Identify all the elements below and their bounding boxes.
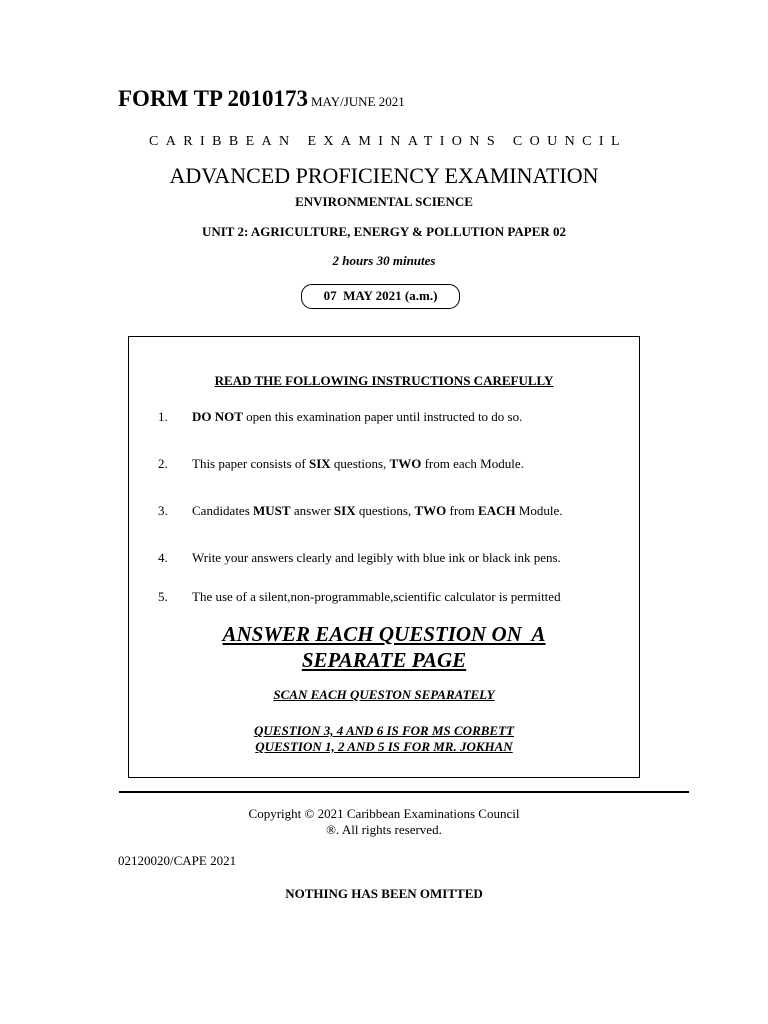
copyright-line: ®. All rights reserved. bbox=[326, 822, 442, 837]
instruction-text: Write your answers clearly and legibly with blue ink or black ink pens. bbox=[192, 550, 561, 565]
nothing-omitted-note: NOTHING HAS BEEN OMITTED bbox=[285, 886, 483, 901]
instruction-fragment: This paper consists of bbox=[192, 456, 309, 471]
instruction-fragment: from bbox=[446, 503, 479, 518]
instruction-number: 1. bbox=[158, 409, 168, 424]
instructions-box bbox=[128, 336, 640, 778]
instruction-emphasis: SIX bbox=[333, 503, 356, 518]
unit-title: UNIT 2: AGRICULTURE, ENERGY & POLLUTION PAPER 02 bbox=[201, 224, 567, 239]
copyright-notice bbox=[0, 806, 768, 838]
form-code: FORM TP 2010173 bbox=[118, 86, 308, 111]
instruction-emphasis: SIX bbox=[308, 456, 331, 471]
answer-each-question-note bbox=[129, 621, 639, 673]
scan-note: SCAN EACH QUESTON SEPARATELY bbox=[273, 687, 495, 702]
instruction-text bbox=[192, 503, 563, 519]
answer-note-line: SEPARATE PAGE bbox=[301, 648, 467, 672]
instruction-text: The use of a silent,non-programmable,scientific calculator is permitted bbox=[192, 589, 561, 604]
instruction-fragment: answer bbox=[290, 503, 334, 518]
exam-title: ADVANCED PROFICIENCY EXAMINATION bbox=[169, 163, 599, 188]
subject-name: ENVIRONMENTAL SCIENCE bbox=[295, 194, 473, 209]
exam-duration: 2 hours 30 minutes bbox=[332, 253, 436, 268]
instruction-fragment: open this examination paper until instructed to do so. bbox=[242, 409, 523, 424]
instruction-emphasis: EACH bbox=[478, 503, 516, 518]
instruction-emphasis: MUST bbox=[253, 503, 291, 518]
instruction-fragment: Candidates bbox=[192, 503, 254, 518]
form-header bbox=[118, 86, 405, 112]
paper-code: 02120020/CAPE 2021 bbox=[118, 853, 237, 868]
question-assignment: QUESTION 1, 2 AND 5 IS FOR MR. JOKHAN bbox=[255, 739, 513, 754]
exam-date-box bbox=[301, 284, 460, 309]
instruction-fragment: Module. bbox=[515, 503, 563, 518]
question-assignment: QUESTION 3, 4 AND 6 IS FOR MS CORBETT bbox=[254, 723, 514, 738]
instruction-emphasis: TWO bbox=[414, 503, 447, 518]
instruction-number: 3. bbox=[158, 503, 168, 518]
council-name: CARIBBEAN EXAMINATIONS COUNCIL bbox=[149, 134, 627, 149]
instruction-emphasis: DO NOT bbox=[192, 409, 243, 424]
instruction-number: 5. bbox=[158, 589, 168, 604]
exam-date: 07 MAY 2021 (a.m.) bbox=[323, 288, 438, 303]
instruction-number: 4. bbox=[158, 550, 168, 565]
instruction-fragment: questions, bbox=[355, 503, 415, 518]
instruction-text bbox=[192, 456, 524, 472]
instruction-text bbox=[192, 409, 522, 425]
instruction-emphasis: TWO bbox=[389, 456, 422, 471]
instructions-heading: READ THE FOLLOWING INSTRUCTIONS CAREFULLY bbox=[214, 373, 554, 388]
footer-divider bbox=[119, 791, 689, 793]
exam-session: MAY/JUNE 2021 bbox=[310, 94, 405, 109]
instruction-fragment: questions, bbox=[330, 456, 390, 471]
copyright-line: Copyright © 2021 Caribbean Examinations Council bbox=[248, 806, 520, 821]
instruction-number: 2. bbox=[158, 456, 168, 471]
instruction-fragment: from each Module. bbox=[421, 456, 524, 471]
answer-note-line: ANSWER EACH QUESTION ON A bbox=[222, 622, 546, 646]
